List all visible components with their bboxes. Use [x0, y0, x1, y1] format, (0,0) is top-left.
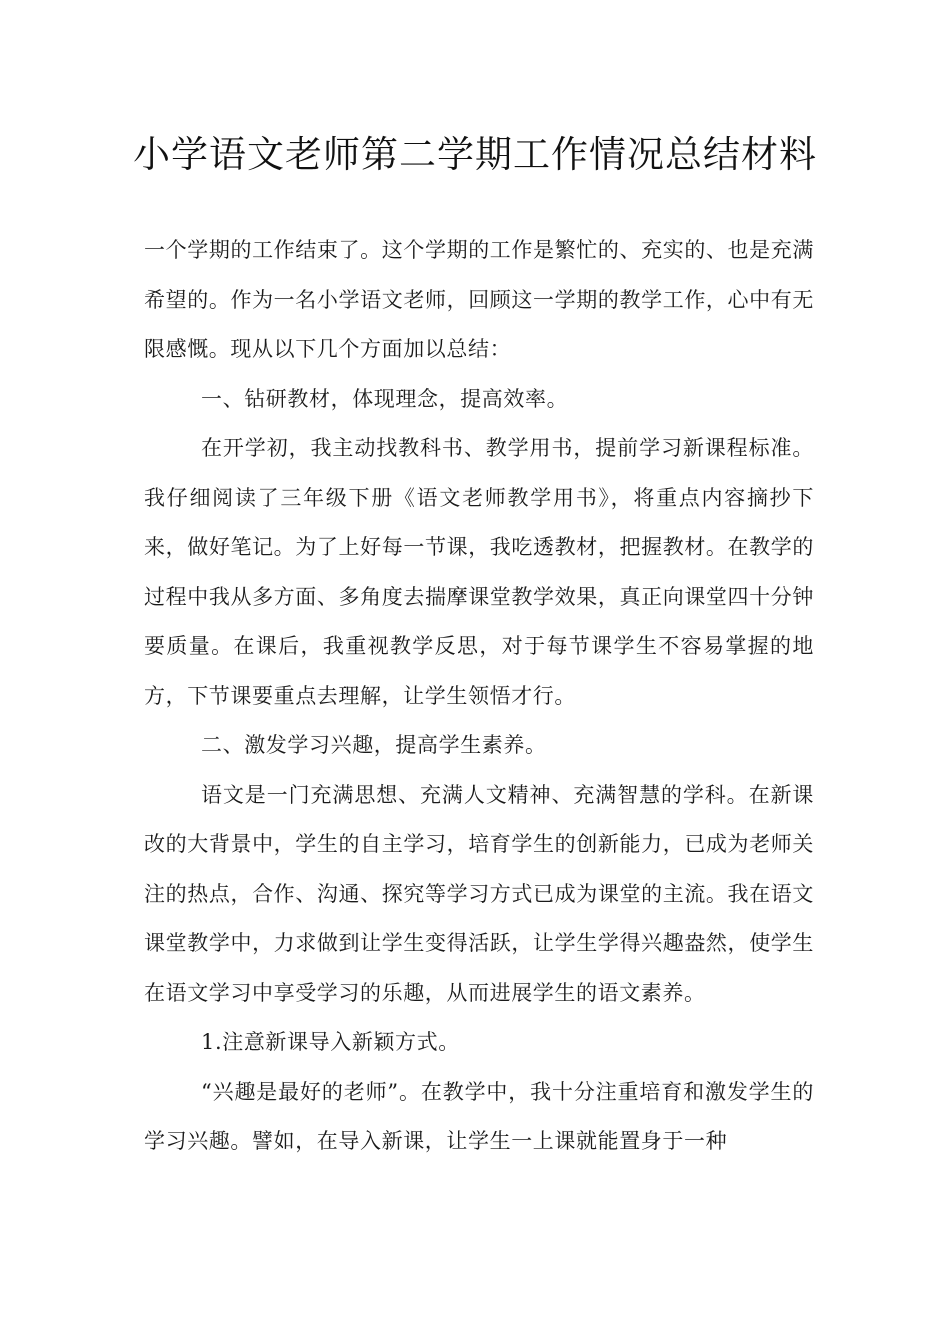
subsection-heading-1: 1.注意新课导入新颖方式。: [201, 1030, 460, 1054]
intro-paragraph: 一个学期的工作结束了。这个学期的工作是繁忙的、充实的、也是充满希望的。作为一名小学语文老师，回顾这一学期的教学工作，心中有无限感慨。现从以下几个方面加以总结：: [144, 238, 814, 361]
section-1-paragraph: 在开学初，我主动找教科书、教学用书，提前学习新课程标准。我仔细阅读了三年级下册《语文老师教学用书》，将重点内容摘抄下来，做好笔记。为了上好每一节课，我吃透教材，把握教材。在教学的过程中我从多方面、多角度去揣摩课堂教学效果，真正向课堂四十分钟要质量。在课后，我重视教学反思，对于每节课学生不容易掌握的地方，下节课要重点去理解，让学生领悟才行。: [144, 436, 814, 708]
subsection-1-paragraph: “兴趣是最好的老师”。在教学中，我十分注重培育和激发学生的学习兴趣。譬如，在导入新课，让学生一上课就能置身于一种: [144, 1079, 814, 1153]
document-title: 小学语文老师第二学期工作情况总结材料: [133, 133, 817, 176]
section-heading-2: 二、激发学习兴趣，提高学生素养。: [201, 733, 547, 757]
section-heading-1: 一、钻研教材，体现理念，提高效率。: [201, 386, 569, 411]
section-2-paragraph: 语文是一门充满思想、充满人文精神、充满智慧的学科。在新课改的大背景中，学生的自主学习，培育学生的创新能力，已成为老师关注的热点，合作、沟通、探究等学习方式已成为课堂的主流。我在语文课堂教学中，力求做到让学生变得活跃，让学生学得兴趣盎然，使学生在语文学习中享受学习的乐趣，从而进展学生的语文素养。: [144, 782, 814, 1005]
document-body: [144, 226, 814, 1167]
